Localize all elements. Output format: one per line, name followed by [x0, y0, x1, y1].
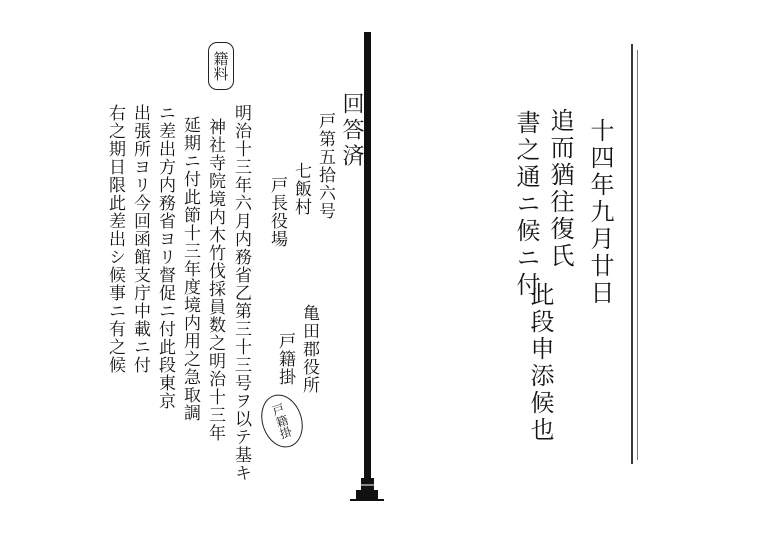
office-name: 戸長役場 — [267, 176, 287, 248]
header-stamp-text: 籍料 — [211, 51, 230, 81]
header-stamp — [208, 42, 234, 90]
page-edge-line — [631, 44, 633, 464]
village-name: 七飯村 — [291, 162, 311, 216]
document-title: 回答済 — [339, 92, 364, 170]
body-column: 延期ニ付此節十三年度境内用之急取調 — [180, 116, 200, 422]
body-column: 出張所ヨリ今回函館支庁中載ニ付 — [130, 104, 150, 374]
note-column: 此段申添候也 — [526, 282, 554, 444]
sender-office: 亀田郡役所 — [299, 304, 319, 394]
page-edge-line — [637, 50, 638, 460]
reference-number: 戸第五拾六号 — [315, 112, 335, 220]
body-column: 神社寺院境内木竹伐採員数之明治十三年 — [205, 118, 225, 442]
body-column: 明治十三年六月内務省乙第三十三号ヲ以テ基キ — [231, 104, 251, 482]
body-column: ニ差出方内務省ヨリ督促ニ付此段東京 — [155, 104, 175, 410]
registry-seal-text: 戸籍掛 — [269, 401, 294, 441]
note-column: 書之通ニ候ニ付 — [512, 110, 540, 299]
sender-section: 戸籍掛 — [275, 332, 295, 386]
body-column: 右之期日限此差出シ候事ニ有之候 — [105, 104, 125, 374]
dispatch-date: 十四年九月廿日 — [586, 118, 614, 307]
note-column: 追而猶往復氏 — [546, 108, 574, 270]
